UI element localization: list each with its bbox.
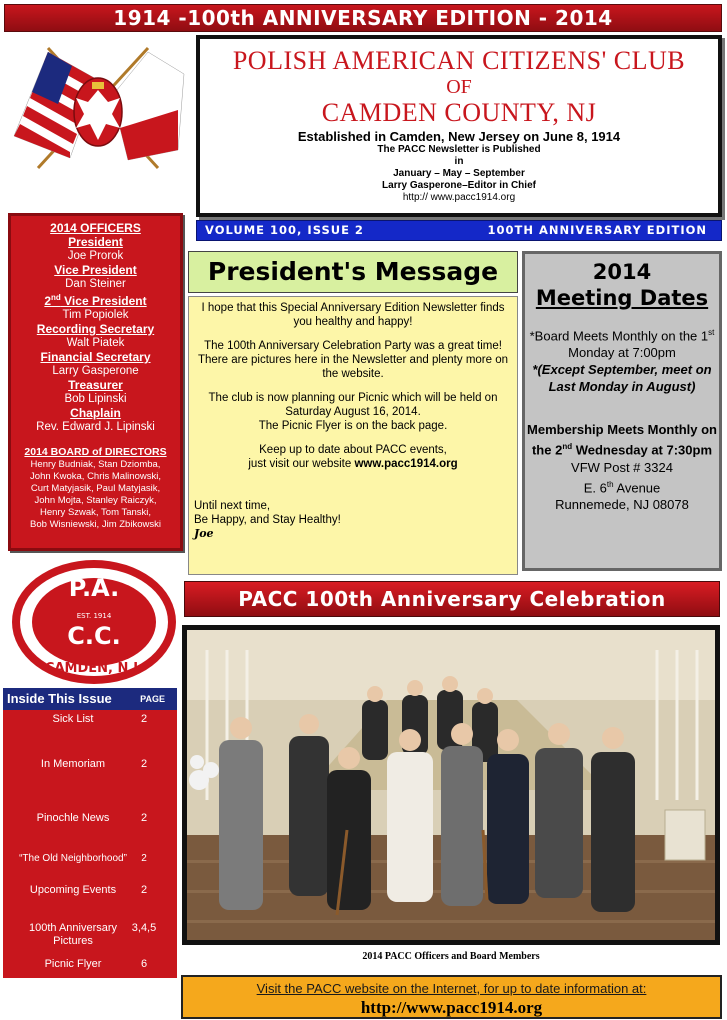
volume-bar	[196, 220, 722, 241]
closing-line: Until next time,	[194, 500, 271, 512]
logo-bottom-text: CAMDEN, N.J.	[44, 661, 144, 676]
group-photo-image	[187, 630, 715, 940]
officers-header: 2014 OFFICERS	[50, 221, 141, 235]
board-line: Henry Szwak, Tom Tanski,	[39, 507, 152, 518]
treasurer-name: Bob Lipinski	[64, 393, 127, 405]
masthead-url[interactable]: http:// www.pacc1914.org	[402, 192, 516, 203]
financial-secretary-name: Larry Gasperone	[52, 365, 139, 377]
meeting-year: 2014	[592, 260, 652, 284]
logo-middle-text: C.C.	[67, 622, 121, 650]
vp2-name: Tim Popiolek	[62, 309, 129, 321]
white-eagle-emblem-icon	[74, 78, 122, 146]
edition-label: 100TH ANNIVERSARY EDITION	[487, 223, 707, 237]
message-paragraph: The 100th Anniversary Celebration Party was a great time! There are pictures here in the Newsletter and plenty more on the website.	[197, 340, 509, 380]
presidents-message-title: President's Message	[188, 251, 518, 293]
website-url-link[interactable]: http://www.pacc1914.org	[360, 998, 543, 1017]
board-line: Henry Budniak, Stan Dziomba,	[30, 459, 161, 470]
meeting-location: VFW Post # 3324	[571, 459, 673, 475]
message-paragraph: just visit our website www.pacc1914.org	[248, 458, 458, 470]
recording-secretary-title: Recording Secretary	[36, 322, 155, 336]
board-line: John Kwoka, Chris Malinowski,	[30, 471, 161, 482]
logo-top-text: P.A.	[68, 574, 120, 602]
message-paragraph: Keep up to date about PACC events,	[259, 444, 447, 456]
meeting-city: Runnemede, NJ 08078	[555, 496, 689, 512]
meeting-title: Meeting Dates	[535, 286, 709, 310]
vp-title: Vice President	[54, 263, 137, 277]
presidents-message-body	[188, 296, 518, 575]
published-in: in	[454, 156, 464, 167]
page-column-label: PAGE	[140, 694, 165, 704]
meeting-dates-panel	[522, 251, 722, 571]
president-name: Joe Prorok	[67, 250, 124, 262]
editor-text: Larry Gasperone–Editor in Chief	[382, 180, 536, 191]
message-paragraph: The Picnic Flyer is on the back page.	[258, 420, 448, 432]
board-meeting-text: *Board Meets Monthly on the 1st Monday at 7:00pm	[529, 328, 715, 361]
chaplain-name: Rev. Edward J. Lipinski	[36, 421, 155, 433]
board-header: 2014 BOARD of DIRECTORS	[24, 446, 167, 458]
meeting-exception-text: *(Except September, meet on Last Monday in August)	[532, 362, 712, 395]
logo-est-text: EST. 1914	[76, 612, 112, 620]
inside-title: Inside This Issue	[7, 691, 112, 706]
board-line: Curt Matyjasik, Paul Matyjasik,	[30, 483, 161, 494]
message-paragraph: I hope that this Special Anniversary Edition Newsletter finds you healthy and happy!	[201, 302, 505, 328]
visit-text: Visit the PACC website on the Internet, for up to date information at:	[256, 981, 647, 996]
vp2-title: 2nd Vice President	[44, 293, 147, 308]
treasurer-title: Treasurer	[68, 378, 123, 392]
volume-issue: VOLUME 100, ISSUE 2	[205, 223, 364, 237]
chaplain-title: Chaplain	[70, 406, 121, 420]
website-link[interactable]: www.pacc1914.org	[354, 458, 458, 470]
established-text: Established in Camden, New Jersey on June 8, 1914	[297, 129, 621, 144]
membership-meeting-text: Membership Meets Monthly on the 2nd Wednesday at 7:30pm	[527, 422, 717, 458]
visit-website-box	[181, 975, 722, 1019]
inside-this-issue-panel: Inside This Issue PAGE Sick List 2 In Memoriam 2 Pinochle News 2 “The Old Neighborhood” 2 Upcoming Events 2 100th Anniversary Pictures 3,4,5 Picnic Flyer 6	[3, 688, 177, 978]
crossed-flags-image	[8, 40, 188, 175]
president-title: President	[68, 235, 123, 249]
closing-line: Be Happy, and Stay Healthy!	[194, 514, 341, 526]
board-line: Bob Wisniewski, Jim Zbikowski	[30, 519, 161, 530]
meeting-address: E. 6th Avenue	[583, 479, 661, 495]
masthead	[196, 35, 722, 217]
message-paragraph: The club is now planning our Picnic which will be held on Saturday August 16, 2014.	[208, 392, 498, 418]
club-name-line1: POLISH AMERICAN CITIZENS' CLUB	[232, 46, 686, 75]
celebration-banner: PACC 100th Anniversary Celebration	[184, 581, 720, 617]
officers-panel	[8, 213, 183, 551]
recording-secretary-name: Walt Piatek	[66, 337, 125, 349]
photo-caption: 2014 PACC Officers and Board Members	[362, 951, 540, 962]
inside-header	[3, 688, 177, 710]
financial-secretary-title: Financial Secretary	[40, 350, 151, 364]
club-logo	[8, 556, 180, 686]
club-name-line2: OF	[446, 76, 472, 98]
signature: Joe	[194, 527, 214, 540]
published-months: January – May – September	[393, 168, 525, 179]
anniversary-banner: 1914 -100th ANNIVERSARY EDITION - 2014	[4, 4, 722, 32]
published-text: The PACC Newsletter is Published	[377, 144, 541, 155]
group-photo	[182, 625, 720, 945]
board-line: John Mojta, Stanley Raiczyk,	[34, 495, 157, 506]
club-name-line3: CAMDEN COUNTY, NJ	[321, 98, 597, 127]
polish-flag-icon	[112, 52, 184, 160]
vp-name: Dan Steiner	[65, 278, 126, 290]
